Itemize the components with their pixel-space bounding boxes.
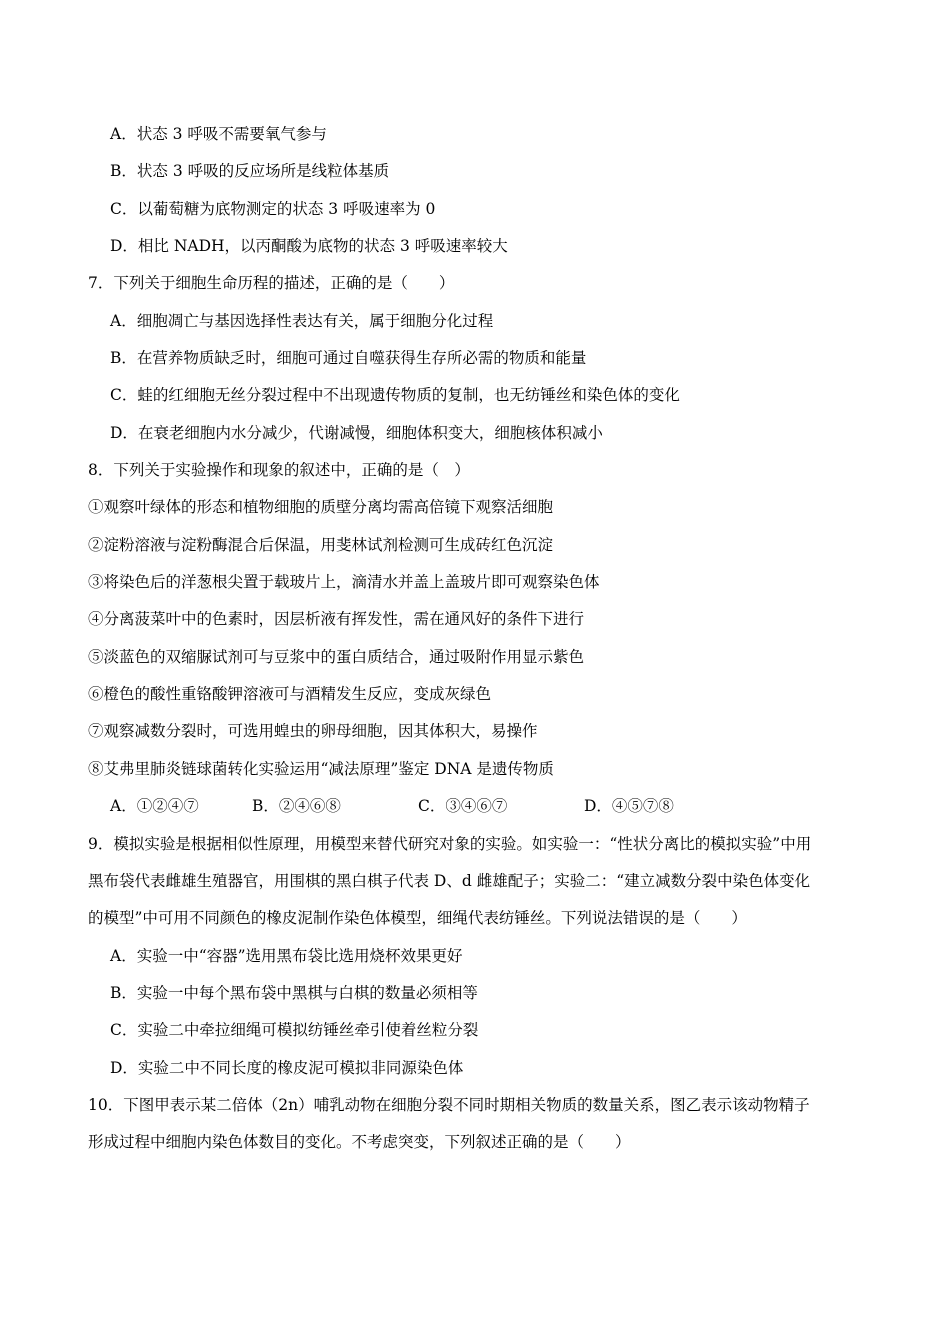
q8-stem: 8．下列关于实验操作和现象的叙述中，正确的是（ ） xyxy=(88,461,470,479)
q9-option-a: A．实验一中“容器”选用黑布袋比选用烧杯效果更好 xyxy=(110,947,463,965)
q8-choice-a: A．①②④⑦ xyxy=(110,797,199,815)
q6-option-b: B．状态 3 呼吸的反应场所是线粒体基质 xyxy=(110,162,390,180)
q8-statement-5: ⑤淡蓝色的双缩脲试剂可与豆浆中的蛋白质结合，通过吸附作用显示紫色 xyxy=(88,648,585,666)
q8-statement-4: ④分离菠菜叶中的色素时，因层析液有挥发性，需在通风好的条件下进行 xyxy=(88,610,585,628)
q7-option-c: C．蛙的红细胞无丝分裂过程中不出现遗传物质的复制，也无纺锤丝和染色体的变化 xyxy=(110,386,680,404)
q8-statement-3: ③将染色后的洋葱根尖置于载玻片上，滴清水并盖上盖玻片即可观察染色体 xyxy=(88,573,600,591)
q9-stem-line-3: 的模型”中可用不同颜色的橡皮泥制作染色体模型，细绳代表纺锤丝。下列说法错误的是（ ） xyxy=(88,909,747,927)
q8-statement-7: ⑦观察减数分裂时，可选用蝗虫的卵母细胞，因其体积大，易操作 xyxy=(88,722,538,740)
q9-option-c: C．实验二中牵拉细绳可模拟纺锤丝牵引使着丝粒分裂 xyxy=(110,1021,479,1039)
q8-choice-d: D．④⑤⑦⑧ xyxy=(584,797,674,815)
q8-statement-1: ①观察叶绿体的形态和植物细胞的质壁分离均需高倍镜下观察活细胞 xyxy=(88,498,554,516)
q8-statement-8: ⑧艾弗里肺炎链球菌转化实验运用“减法原理”鉴定 DNA 是遗传物质 xyxy=(88,760,554,778)
q7-option-b: B．在营养物质缺乏时，细胞可通过自噬获得生存所必需的物质和能量 xyxy=(110,349,587,367)
q8-statement-6: ⑥橙色的酸性重铬酸钾溶液可与酒精发生反应，变成灰绿色 xyxy=(88,685,492,703)
q9-stem-line-2: 黑布袋代表雌雄生殖器官，用围棋的黑白棋子代表 D、d 雌雄配子；实验二：“建立减数分裂中染色体变化 xyxy=(88,872,811,890)
q7-option-d: D．在衰老细胞内水分减少，代谢减慢，细胞体积变大，细胞核体积减小 xyxy=(110,424,603,442)
q6-option-c: C．以葡萄糖为底物测定的状态 3 呼吸速率为 0 xyxy=(110,200,436,218)
q8-statement-2: ②淀粉溶液与淀粉酶混合后保温，用斐林试剂检测可生成砖红色沉淀 xyxy=(88,536,554,554)
q6-option-a: A．状态 3 呼吸不需要氧气参与 xyxy=(110,125,327,143)
q8-choices xyxy=(110,796,674,816)
q8-choice-b: B．②④⑥⑧ xyxy=(252,797,341,815)
q6-option-d: D．相比 NADH，以丙酮酸为底物的状态 3 呼吸速率较大 xyxy=(110,237,508,255)
q7-option-a: A．细胞凋亡与基因选择性表达有关，属于细胞分化过程 xyxy=(110,312,494,330)
q10-stem-line-1: 10．下图甲表示某二倍体（2n）哺乳动物在细胞分裂不同时期相关物质的数量关系，图乙表示该动物精子 xyxy=(88,1096,810,1114)
q9-stem-line-1: 9．模拟实验是根据相似性原理，用模型来替代研究对象的实验。如实验一：“性状分离比的模拟实验”中用 xyxy=(88,835,812,853)
q9-option-b: B．实验一中每个黑布袋中黑棋与白棋的数量必须相等 xyxy=(110,984,478,1002)
q8-choice-c: C．③④⑥⑦ xyxy=(418,797,508,815)
q10-stem-line-2: 形成过程中细胞内染色体数目的变化。不考虑突变，下列叙述正确的是（ ） xyxy=(88,1133,631,1151)
q9-option-d: D．实验二中不同长度的橡皮泥可模拟非同源染色体 xyxy=(110,1059,464,1077)
q7-stem: 7．下列关于细胞生命历程的描述，正确的是（ ） xyxy=(88,274,455,292)
